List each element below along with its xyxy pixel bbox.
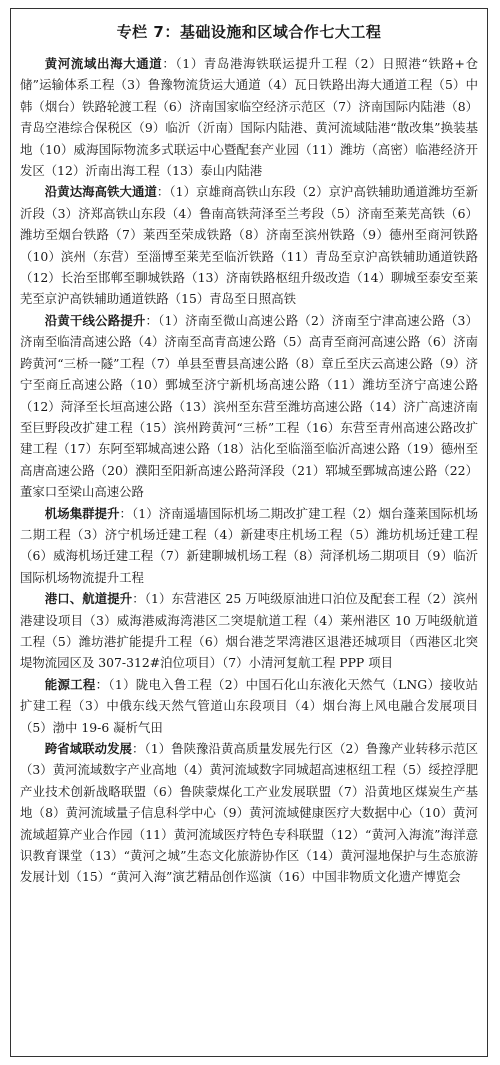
section-lead: 机场集群提升 <box>44 505 120 521</box>
column-title: 专栏 7：基础设施和区域合作七大工程 <box>116 23 382 41</box>
section-trunk-highway <box>20 310 478 503</box>
section-lead: 沿黄干线公路提升 <box>44 312 146 328</box>
section-text: ：（1）青岛港海铁联运提升工程（2）日照港“铁路+仓储”运输体系工程（3）鲁豫物流货运大通道（4）瓦日铁路出海大通道工程（5）中韩（烟台）铁路轮渡工程（6）济南国家临空经济示范区（7）济南国际内陆港（8）青岛空港综合保税区（9）临沂（沂南）国际内陆港、黄河流域陆港“散改集”换装基地（10）威海国际物流多式联运中心暨配套产业园（11）潍坊（高密）临港经济开发区（12）沂南出海工程（13）泰山内陆港 <box>20 56 478 179</box>
column-box <box>10 8 488 1057</box>
section-text: ：（1）京雄商高铁山东段（2）京沪高铁辅助通道潍坊至新沂段（3）济郑高铁山东段（4）鲁南高铁菏泽至兰考段（5）济南至莱芜高铁（6）潍坊至烟台铁路（7）莱西至荣成铁路（8）济南至滨州铁路（9）德州至商河铁路（10）滨州（东营）至淄博至莱芜至临沂铁路（11）青岛至京沪高铁辅助通道铁路（12）长治至邯郸至聊城铁路（13）济南铁路枢纽升级改造（14）聊城至泰安至莱芜至京沪高铁辅助通道铁路（15）青岛至日照高铁 <box>20 184 478 307</box>
section-high-speed-rail <box>20 181 478 309</box>
section-sea-corridor <box>20 53 478 181</box>
section-energy <box>20 674 478 738</box>
section-lead: 港口、航道提升 <box>44 591 133 607</box>
section-cross-province <box>20 738 478 888</box>
section-text: ：（1）济南遥墙国际机场二期改扩建工程（2）烟台蓬莱国际机场二期工程（3）济宁机场迁建工程（4）新建枣庄机场工程（5）潍坊机场迁建工程（6）威海机场迁建工程（7）新建聊城机场工程（8）菏泽机场二期项目（9）临沂国际机场物流提升工程 <box>20 505 478 585</box>
section-lead: 黄河流域出海大通道 <box>44 56 163 71</box>
section-text: ：（1）东营港区 25 万吨级原油进口泊位及配套工程（2）滨州港建设项目（3）威海港威海湾港区二突堤航道工程（4）莱州港区 10 万吨级航道工程（5）潍坊港扩能提升工程（6）烟台港芝罘湾港区退港还城项目（西港区北突堤物流园区及 307-312#泊位项目）（7）小清河复航工程 PPP 项目 <box>20 591 478 671</box>
section-text: ：（1）陇电入鲁工程（2）中国石化山东液化天然气（LNG）接收站扩建工程（3）中俄东线天然气管道山东段项目（4）烟台海上风电融合发展项目（5）渤中 19-6 凝析气田 <box>20 676 478 735</box>
section-ports-waterways <box>20 588 478 674</box>
section-text: ：（1）鲁陕豫沿黄高质量发展先行区（2）鲁豫产业转移示范区（3）黄河流域数字产业高地（4）黄河流域数字同城超高速枢纽工程（5）绥控浮肥产业技术创新战略联盟（6）鲁陕蒙煤化工产业发展联盟（7）沿黄地区煤炭生产基地（8）黄河流域量子信息科学中心（9）黄河流域健康医疗大数据中心（10）黄河流域超算产业合作园（11）黄河流域医疗特色专科联盟（12）“黄河入海流”海洋意识教育课堂（13）“黄河之城”生态文化旅游协作区（14）黄河湿地保护与生态旅游发展计划（15）“黄河入海”演艺精品创作巡演（16）中国非物质文化遗产博览会 <box>20 741 478 885</box>
section-airport-cluster <box>20 503 478 589</box>
section-text: ：（1）济南至微山高速公路（2）济南至宁津高速公路（3）济南至临清高速公路（4）济南至高青高速公路（5）高青至商河高速公路（6）济南跨黄河“三桥一隧”工程（7）单县至曹县高速公路（8）章丘至庆云高速公路（9）济宁至商丘高速公路（10）鄄城至济宁新机场高速公路（11）潍坊至济宁高速公路（12）菏泽至长垣高速公路（13）滨州至东营至潍坊高速公路（14）济广高速济南至巨野段改扩建工程（15）滨州跨黄河“三桥”工程（16）东营至青州高速公路改扩建工程（17）东阿至郓城高速公路（18）沾化至临淄至临沂高速公路（19）德州至高唐高速公路（20）濮阳至阳新高速公路菏泽段（21）郓城至鄄城高速公路（22）董家口至梁山高速公路 <box>20 312 479 500</box>
section-lead: 能源工程 <box>44 676 96 692</box>
section-lead: 沿黄达海高铁大通道 <box>44 184 157 200</box>
section-lead: 跨省域联动发展 <box>44 741 132 756</box>
